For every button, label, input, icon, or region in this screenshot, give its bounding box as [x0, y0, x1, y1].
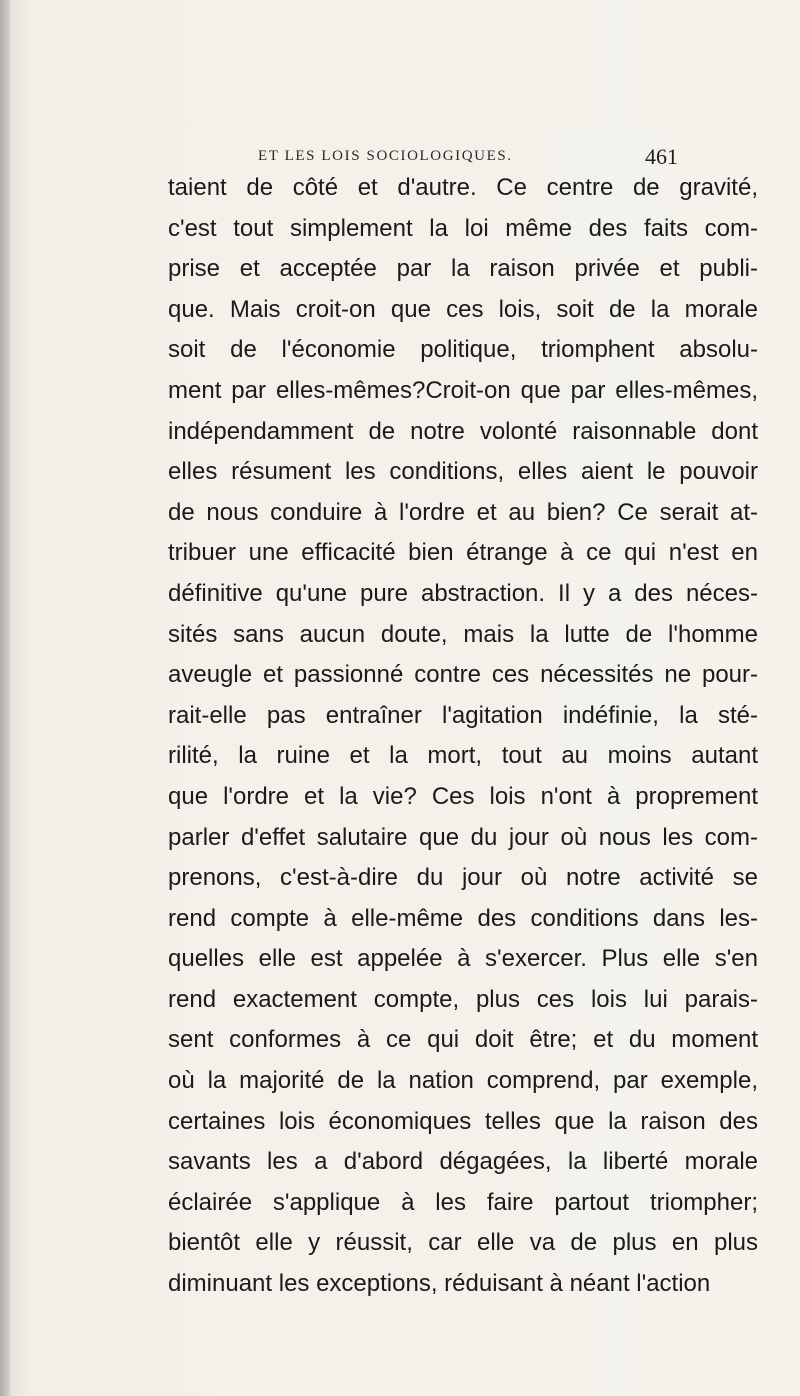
text-line: rend compte à elle-même des conditions dans les-	[168, 904, 758, 932]
text-line: elles résument les conditions, elles aient le pouvoir	[168, 458, 758, 486]
text-line: taient de côté et d'autre. Ce centre de gravité,	[168, 174, 758, 201]
text-line: que. Mais croit-on que ces lois, soit de la morale	[168, 295, 758, 323]
text-line: savants les a d'abord dégagées, la liberté morale	[168, 1148, 758, 1176]
text-line: sités sans aucun doute, mais la lutte de l'homme	[168, 620, 758, 648]
text-line: soit de l'économie politique, triomphent absolu-	[168, 336, 758, 364]
text-line: c'est tout simplement la loi même des faits com-	[168, 214, 758, 242]
text-line: prenons, c'est-à-dire du jour où notre activité se	[168, 864, 758, 892]
text-line: sent conformes à ce qui doit être; et du moment	[168, 1026, 758, 1054]
text-line: ment par elles-mêmes?Croit-on que par elles-mêmes,	[168, 376, 758, 404]
running-title: ET LES LOIS SOCIOLOGIQUES.	[258, 148, 513, 164]
text-line: aveugle et passionné contre ces nécessités ne pour-	[168, 661, 758, 689]
text-line: rilité, la ruine et la mort, tout au moins autant	[168, 742, 758, 770]
text-line: bientôt elle y réussit, car elle va de plus en plus	[168, 1229, 758, 1257]
text-line: définitive qu'une pure abstraction. Il y a des néces-	[168, 579, 758, 607]
text-line: éclairée s'applique à les faire partout triompher;	[168, 1188, 758, 1216]
text-line: où la majorité de la nation comprend, par exemple,	[168, 1067, 758, 1095]
body-text	[168, 168, 758, 1305]
text-line: tribuer une efficacité bien étrange à ce qui n'est en	[168, 539, 758, 567]
text-line: rend exactement compte, plus ces lois lui parais-	[168, 985, 758, 1013]
text-line: diminuant les exceptions, réduisant à néant l'action	[168, 1270, 711, 1298]
text-line: prise et acceptée par la raison privée et publi-	[168, 255, 758, 283]
text-line: que l'ordre et la vie? Ces lois n'ont à proprement	[168, 782, 758, 810]
text-line: de nous conduire à l'ordre et au bien? Ce serait at-	[168, 498, 758, 526]
text-line: parler d'effet salutaire que du jour où nous les com-	[168, 823, 758, 851]
text-line: certaines lois économiques telles que la raison des	[168, 1107, 758, 1135]
text-line: indépendamment de notre volonté raisonnable dont	[168, 417, 758, 445]
page-number: 461	[645, 144, 678, 169]
text-line: quelles elle est appelée à s'exercer. Plus elle s'en	[168, 945, 758, 973]
text-line: rait-elle pas entraîner l'agitation indéfinie, la sté-	[168, 701, 758, 729]
binding-gutter-shadow	[0, 0, 10, 1396]
